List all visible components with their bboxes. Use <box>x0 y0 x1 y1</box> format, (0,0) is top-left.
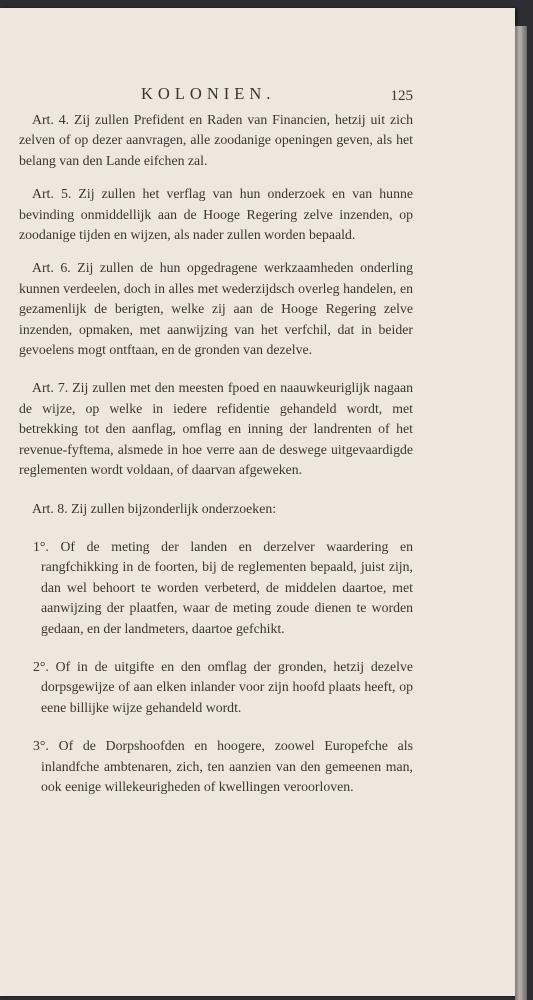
article-6: Art. 6. Zij zullen de hun opgedragene werkzaamheden onderling kunnen verdeelen, doch in alles met wederzijdsch overleg handelen, en gezamenlijk de berigten, welke zij aan de Hooge Regering zelve inzenden, opmaken, met aanwijzing van het verfchil, dat in beider gevoelens mogt ontftaan, en de gronden van dezelve. <box>19 260 413 358</box>
page-content <box>19 80 413 797</box>
running-header <box>19 80 413 110</box>
page-number: 125 <box>390 88 413 104</box>
list-item-3: 3°. Of de Dorpshoofden en hoogere, zoowel Europefche als inlandfche ambtenaren, zich, ten aanzien van den gemeenen man, ook eenige willekeurigheden of kwellingen veroorloven. <box>33 738 413 794</box>
article-5: Art. 5. Zij zullen het verflag van hun onderzoek en van hunne bevinding onmiddellijk aan de Hooge Regering zelve inzenden, op zoodanige tijden en wijzen, als nader zullen worden bepaald. <box>19 186 413 243</box>
running-title: KOLONIEN. <box>141 84 276 103</box>
list-item-2: 2°. Of in de uitgifte en den omflag der gronden, hetzij dezelve dorpsgewijze of aan elken inlander voor zijn hoofd plaats heeft, op eene billijke wijze gehandeld wordt. <box>33 658 413 715</box>
list-item-1: 1°. Of de meting der landen en derzelver waardering en rangfchikking in de foorten, bij de reglementen bepaald, juist zijn, dan wel behoort te worden verbeterd, de middelen daartoe, met aanwijzing der plaatfen, waar de meting zoude dienen te worden gedaan, en der landmeters, daartoe gefchikt. <box>33 538 413 636</box>
article-7: Art. 7. Zij zullen met den meesten fpoed en naauwkeuriglijk nagaan de wijze, op welke in iedere refidentie gehandeld wordt, met betrekking tot den aanflag, omflag en inning der landrenten of het revenue-fyftema, alsmede in hoe verre aan de deswege uitgevaardigde reglementen wordt voldaan, of daarvan afgeweken. <box>19 380 413 478</box>
page-edge <box>515 26 527 1000</box>
article-8: Art. 8. Zij zullen bijzonderlijk onderzoeken: <box>32 500 277 516</box>
article-4: Art. 4. Zij zullen Prefident en Raden van Financien, hetzij uit zich zelven of op dezer aanvragen, alle zoodanige openingen geven, als het belang van den Lande eifchen zal. <box>19 112 413 168</box>
book-page <box>0 8 515 996</box>
